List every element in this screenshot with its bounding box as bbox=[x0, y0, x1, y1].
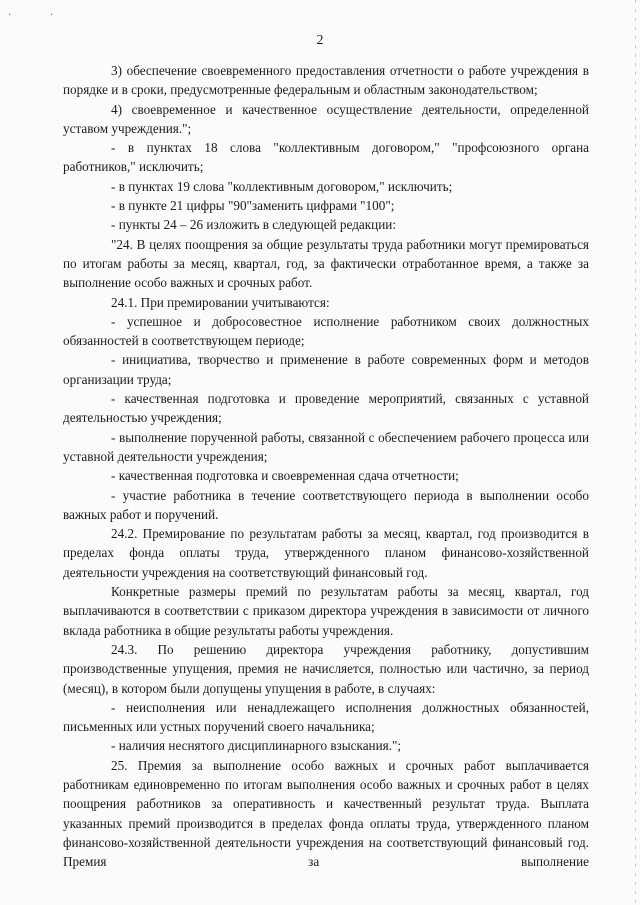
list-item: - инициатива, творчество и применение в работе современных форм и методов организации труда; bbox=[63, 352, 589, 387]
list-item: - неисполнения или ненадлежащего исполнения должностных обязанностей, письменных или устных поручений своего начальника; bbox=[63, 699, 589, 735]
scan-artifact-dots: · · bbox=[8, 10, 72, 21]
list-item: - выполнение порученной работы, связанной с обеспечением рабочего процесса или уставной деятельности учреждения; bbox=[63, 429, 589, 464]
paragraph-24-1: 24.1. При премировании учитываются: bbox=[111, 294, 330, 310]
paragraph-24-3: 24.3. По решению директора учреждения работнику, допустившим производственные упущения, премия не начисляется, полностью или частично, за период (месяц), в котором были допущены упущения в работе, в случаях: bbox=[63, 641, 589, 696]
paragraph-24: "24. В целях поощрения за общие результаты труда работники могут премироваться по итогам работы за месяц, квартал, год, за фактически отработанное время, а также за выполнение особо важных и срочных работ. bbox=[63, 236, 589, 291]
document-body bbox=[63, 61, 589, 871]
list-item: - качественная подготовка и проведение мероприятий, связанных с уставной деятельностью учреждения; bbox=[63, 391, 589, 426]
page-number: 2 bbox=[316, 33, 324, 48]
paragraph-amend-21: - в пункте 21 цифры "90"заменить цифрами "100"; bbox=[111, 198, 395, 214]
paragraph-amend-19: - в пунктах 19 слова "коллективным договором," исключить; bbox=[111, 178, 453, 194]
paragraph-25: 25. Премия за выполнение особо важных и срочных работ выплачивается работникам единовременно по итогам выполнения особо важных и срочных работ в целях поощрения работников за оперативность и качественный результат труда. Выплата указанных премий производится в пределах фонда оплаты труда, утвержденного планом финансово-хозяйственной деятельности учреждения на соответствующий финансовый год. Премия за выполнение bbox=[63, 757, 589, 870]
list-item: - участие работника в течение соответствующего периода в выполнении особо важных работ и поручений. bbox=[63, 487, 589, 522]
scan-edge-line bbox=[635, 0, 636, 905]
paragraph-item-3: 3) обеспечение своевременного предоставления отчетности о работе учреждения в порядке и в сроки, предусмотренные федеральным и областным законодательством; bbox=[63, 63, 589, 98]
paragraph-24-2: 24.2. Премирование по результатам работы за месяц, квартал, год производится в пределах фонда оплаты труда, утвержденного планом финансово-хозяйственной деятельности учреждения на соответствующий финансовый год. bbox=[63, 526, 589, 580]
paragraph-amend-24-26: - пункты 24 – 26 изложить в следующей редакции: bbox=[111, 217, 396, 233]
paragraph-item-4: 4) своевременное и качественное осуществление деятельности, определенной уставом учреждения."; bbox=[63, 101, 589, 136]
list-item: - наличия неснятого дисциплинарного взыскания."; bbox=[111, 738, 402, 754]
paragraph-amend-18: - в пунктах 18 слова "коллективным договором," "профсоюзного органа работников," исключить; bbox=[63, 140, 589, 175]
list-item: - успешное и добросовестное исполнение работником своих должностных обязанностей в соответствующем периоде; bbox=[63, 313, 589, 349]
list-item: - качественная подготовка и своевременная сдача отчетности; bbox=[111, 468, 459, 484]
paragraph-premium-sizes: Конкретные размеры премий по результатам работы за месяц, квартал, год выплачиваются в соответствии с приказом директора учреждения в зависимости от личного вклада работника в общие результаты работы учреждения. bbox=[63, 584, 589, 638]
